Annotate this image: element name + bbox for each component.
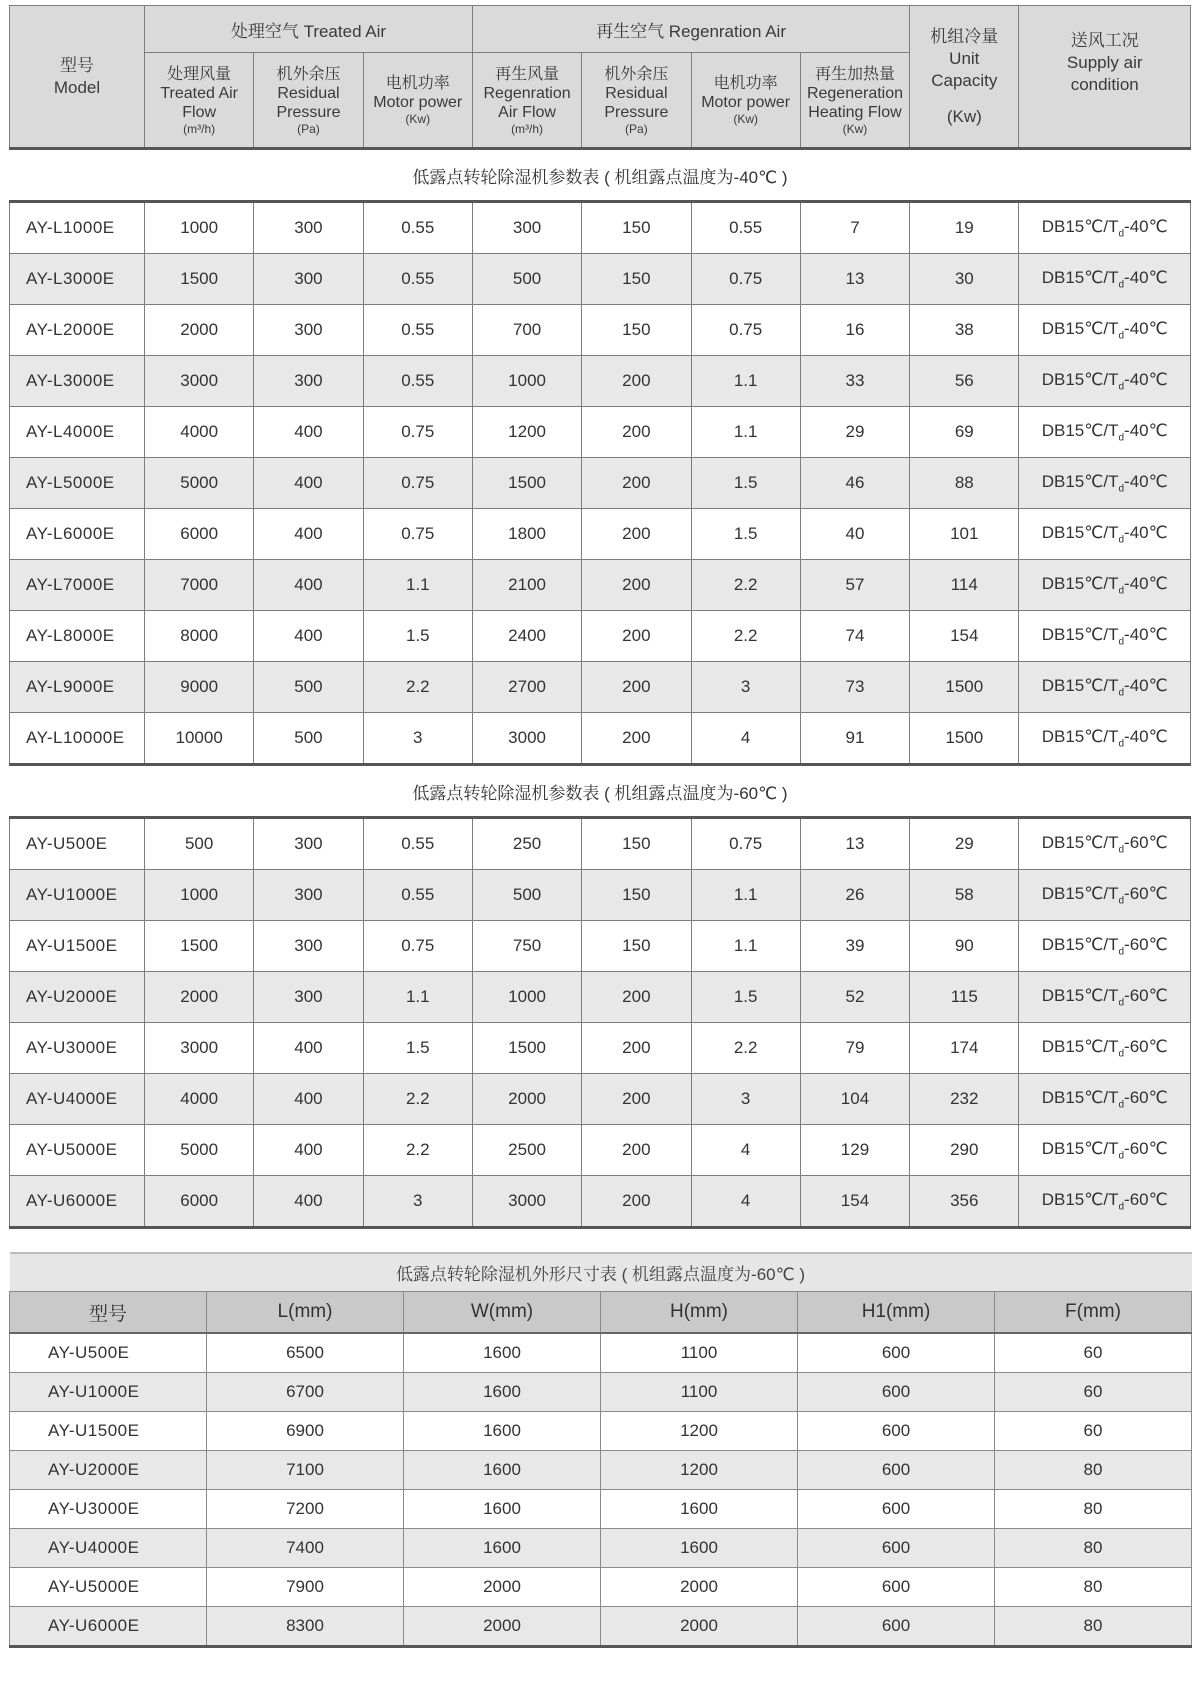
value-cell: 300: [254, 818, 363, 870]
spec-sheet: [9, 5, 1191, 1648]
table-row: [10, 305, 1191, 356]
model-cell: AY-L3000E: [10, 356, 145, 407]
value-cell: $DB15℃/T_d-40℃$: [1019, 305, 1191, 356]
value-cell: 600: [798, 1490, 995, 1529]
model-cell: AY-U500E: [10, 1333, 207, 1373]
value-cell: 3000: [145, 1023, 254, 1074]
model-cell: AY-U3000E: [10, 1023, 145, 1074]
value-cell: 2.2: [691, 611, 800, 662]
table-row: [10, 1490, 1192, 1529]
dim-header-3: H(mm): [601, 1292, 798, 1334]
dim-header-1: L(mm): [207, 1292, 404, 1334]
model-cell: AY-L1000E: [10, 202, 145, 254]
table-row: [10, 1451, 1192, 1490]
value-cell: 1600: [601, 1490, 798, 1529]
table-row: [10, 611, 1191, 662]
table-row: [10, 662, 1191, 713]
value-cell: 0.55: [363, 305, 472, 356]
value-cell: 4000: [145, 1074, 254, 1125]
model-cell: AY-U1500E: [10, 921, 145, 972]
value-cell: 154: [800, 1176, 909, 1228]
value-cell: 150: [582, 202, 691, 254]
table-row: [10, 1125, 1191, 1176]
model-cell: AY-L6000E: [10, 509, 145, 560]
value-cell: 2.2: [363, 1074, 472, 1125]
parameter-table: [9, 5, 1191, 1229]
value-cell: 500: [254, 713, 363, 765]
value-cell: 6900: [207, 1412, 404, 1451]
value-cell: 150: [582, 818, 691, 870]
value-cell: 400: [254, 1074, 363, 1125]
value-cell: 2000: [404, 1607, 601, 1647]
value-cell: 69: [910, 407, 1019, 458]
value-cell: 500: [254, 662, 363, 713]
value-cell: $DB15℃/T_d-60℃$: [1019, 972, 1191, 1023]
model-cell: AY-L5000E: [10, 458, 145, 509]
value-cell: 1.5: [691, 458, 800, 509]
value-cell: 2000: [601, 1607, 798, 1647]
value-cell: 400: [254, 1125, 363, 1176]
value-cell: 6000: [145, 509, 254, 560]
value-cell: 300: [254, 254, 363, 305]
value-cell: 1000: [145, 202, 254, 254]
value-cell: 80: [995, 1568, 1192, 1607]
value-cell: 129: [800, 1125, 909, 1176]
sub-header-1: 机外余压 Residual Pressure (Pa): [254, 53, 363, 149]
table-row: [10, 560, 1191, 611]
value-cell: 300: [254, 202, 363, 254]
model-cell: AY-U4000E: [10, 1529, 207, 1568]
model-header: 型号 Model: [10, 6, 145, 149]
value-cell: 16: [800, 305, 909, 356]
value-cell: 300: [254, 972, 363, 1023]
value-cell: 500: [145, 818, 254, 870]
capacity-header: 机组冷量 Unit Capacity (Kw): [910, 6, 1019, 149]
dim-header-4: H1(mm): [798, 1292, 995, 1334]
value-cell: 1200: [601, 1412, 798, 1451]
value-cell: 8000: [145, 611, 254, 662]
value-cell: 3: [363, 1176, 472, 1228]
value-cell: 60: [995, 1333, 1192, 1373]
model-cell: AY-U1500E: [10, 1412, 207, 1451]
sub-header-4: 机外余压 Residual Pressure (Pa): [582, 53, 691, 149]
value-cell: 60: [995, 1412, 1192, 1451]
value-cell: 300: [472, 202, 581, 254]
value-cell: 0.55: [363, 818, 472, 870]
value-cell: $DB15℃/T_d-60℃$: [1019, 921, 1191, 972]
value-cell: 2000: [145, 305, 254, 356]
value-cell: $DB15℃/T_d-40℃$: [1019, 407, 1191, 458]
value-cell: 500: [472, 870, 581, 921]
value-cell: $DB15℃/T_d-40℃$: [1019, 560, 1191, 611]
value-cell: 150: [582, 254, 691, 305]
section2-title: 低露点转轮除湿机参数表 ( 机组露点温度为-60℃ ): [10, 765, 1191, 818]
table-row: [10, 1607, 1192, 1647]
value-cell: 3000: [472, 1176, 581, 1228]
value-cell: 7: [800, 202, 909, 254]
sub-header-2: 电机功率 Motor power (Kw): [363, 53, 472, 149]
sub-header-3: 再生风量 Regenration Air Flow (m³/h): [472, 53, 581, 149]
value-cell: 1.1: [363, 972, 472, 1023]
value-cell: 10000: [145, 713, 254, 765]
value-cell: 400: [254, 611, 363, 662]
value-cell: $DB15℃/T_d-60℃$: [1019, 818, 1191, 870]
value-cell: 7400: [207, 1529, 404, 1568]
sub-header-5: 电机功率 Motor power (Kw): [691, 53, 800, 149]
value-cell: 30: [910, 254, 1019, 305]
value-cell: 3: [363, 713, 472, 765]
value-cell: 115: [910, 972, 1019, 1023]
table-row: [10, 1412, 1192, 1451]
value-cell: 0.55: [363, 870, 472, 921]
value-cell: 9000: [145, 662, 254, 713]
value-cell: 4: [691, 1176, 800, 1228]
dim-header-2: W(mm): [404, 1292, 601, 1334]
value-cell: 200: [582, 662, 691, 713]
value-cell: 3000: [145, 356, 254, 407]
value-cell: 1100: [601, 1373, 798, 1412]
value-cell: 1200: [472, 407, 581, 458]
value-cell: 200: [582, 356, 691, 407]
value-cell: $DB15℃/T_d-40℃$: [1019, 509, 1191, 560]
value-cell: $DB15℃/T_d-60℃$: [1019, 870, 1191, 921]
table-row: [10, 509, 1191, 560]
table-row: [10, 1333, 1192, 1373]
model-cell: AY-L9000E: [10, 662, 145, 713]
table-row: [10, 202, 1191, 254]
value-cell: 232: [910, 1074, 1019, 1125]
value-cell: 2000: [472, 1074, 581, 1125]
model-cell: AY-L7000E: [10, 560, 145, 611]
table-row: [10, 921, 1191, 972]
value-cell: 0.75: [363, 509, 472, 560]
value-cell: 200: [582, 611, 691, 662]
value-cell: 250: [472, 818, 581, 870]
value-cell: 600: [798, 1607, 995, 1647]
value-cell: $DB15℃/T_d-40℃$: [1019, 611, 1191, 662]
value-cell: 200: [582, 1125, 691, 1176]
value-cell: 39: [800, 921, 909, 972]
value-cell: 5000: [145, 458, 254, 509]
value-cell: 80: [995, 1451, 1192, 1490]
value-cell: $DB15℃/T_d-40℃$: [1019, 713, 1191, 765]
value-cell: 2.2: [691, 1023, 800, 1074]
value-cell: 356: [910, 1176, 1019, 1228]
value-cell: 4000: [145, 407, 254, 458]
section2-title-row: [10, 765, 1191, 818]
value-cell: 600: [798, 1568, 995, 1607]
model-cell: AY-U500E: [10, 818, 145, 870]
value-cell: $DB15℃/T_d-40℃$: [1019, 356, 1191, 407]
model-cell: AY-U6000E: [10, 1607, 207, 1647]
model-cell: AY-L2000E: [10, 305, 145, 356]
value-cell: 13: [800, 254, 909, 305]
value-cell: 7200: [207, 1490, 404, 1529]
value-cell: 400: [254, 1023, 363, 1074]
value-cell: 6500: [207, 1333, 404, 1373]
value-cell: 7000: [145, 560, 254, 611]
table-row: [10, 1373, 1192, 1412]
value-cell: 2000: [145, 972, 254, 1023]
value-cell: 56: [910, 356, 1019, 407]
value-cell: 29: [800, 407, 909, 458]
dimension-table-title: 低露点转轮除湿机外形尺寸表 ( 机组露点温度为-60℃ ): [10, 1253, 1192, 1292]
value-cell: 2500: [472, 1125, 581, 1176]
value-cell: 46: [800, 458, 909, 509]
value-cell: $DB15℃/T_d-60℃$: [1019, 1176, 1191, 1228]
dim-header-0: 型号: [10, 1292, 207, 1334]
value-cell: 1.5: [691, 972, 800, 1023]
table-row: [10, 458, 1191, 509]
value-cell: $DB15℃/T_d-60℃$: [1019, 1023, 1191, 1074]
value-cell: 300: [254, 305, 363, 356]
value-cell: 33: [800, 356, 909, 407]
value-cell: 5000: [145, 1125, 254, 1176]
value-cell: 1500: [910, 662, 1019, 713]
value-cell: 26: [800, 870, 909, 921]
value-cell: 2400: [472, 611, 581, 662]
table-row: [10, 818, 1191, 870]
value-cell: 2000: [404, 1568, 601, 1607]
table-row: [10, 1568, 1192, 1607]
supply-condition-header: 送风工况 Supply air condition: [1019, 6, 1191, 149]
table-row: [10, 1176, 1191, 1228]
value-cell: $DB15℃/T_d-40℃$: [1019, 662, 1191, 713]
table-row: [10, 1023, 1191, 1074]
value-cell: 74: [800, 611, 909, 662]
value-cell: 400: [254, 560, 363, 611]
value-cell: 2000: [601, 1568, 798, 1607]
value-cell: 3: [691, 1074, 800, 1125]
value-cell: 1600: [404, 1333, 601, 1373]
value-cell: 600: [798, 1529, 995, 1568]
value-cell: 91: [800, 713, 909, 765]
value-cell: 0.75: [691, 818, 800, 870]
value-cell: 1000: [145, 870, 254, 921]
value-cell: 600: [798, 1373, 995, 1412]
value-cell: 1500: [145, 254, 254, 305]
value-cell: 500: [472, 254, 581, 305]
value-cell: 300: [254, 870, 363, 921]
value-cell: 1.5: [363, 611, 472, 662]
value-cell: 200: [582, 1176, 691, 1228]
value-cell: 88: [910, 458, 1019, 509]
value-cell: 73: [800, 662, 909, 713]
value-cell: 80: [995, 1490, 1192, 1529]
value-cell: 174: [910, 1023, 1019, 1074]
value-cell: 1000: [472, 972, 581, 1023]
value-cell: 2700: [472, 662, 581, 713]
model-cell: AY-L3000E: [10, 254, 145, 305]
value-cell: 1800: [472, 509, 581, 560]
value-cell: 200: [582, 1023, 691, 1074]
value-cell: 1500: [145, 921, 254, 972]
section1-title: 低露点转轮除湿机参数表 ( 机组露点温度为-40℃ ): [10, 149, 1191, 202]
table-row: [10, 1074, 1191, 1125]
model-cell: AY-L10000E: [10, 713, 145, 765]
value-cell: 1600: [404, 1412, 601, 1451]
value-cell: 600: [798, 1333, 995, 1373]
model-cell: AY-L4000E: [10, 407, 145, 458]
value-cell: 38: [910, 305, 1019, 356]
value-cell: 2100: [472, 560, 581, 611]
value-cell: 400: [254, 509, 363, 560]
value-cell: 1100: [601, 1333, 798, 1373]
value-cell: 750: [472, 921, 581, 972]
model-cell: AY-U1000E: [10, 870, 145, 921]
value-cell: 80: [995, 1607, 1192, 1647]
model-cell: AY-U5000E: [10, 1568, 207, 1607]
value-cell: 1.1: [691, 407, 800, 458]
value-cell: 1600: [404, 1529, 601, 1568]
value-cell: 1.1: [691, 870, 800, 921]
value-cell: $DB15℃/T_d-40℃$: [1019, 254, 1191, 305]
value-cell: 700: [472, 305, 581, 356]
sub-header-0: 处理风量 Treated Air Flow (m³/h): [145, 53, 254, 149]
value-cell: 79: [800, 1023, 909, 1074]
model-cell: AY-U2000E: [10, 1451, 207, 1490]
value-cell: 300: [254, 356, 363, 407]
value-cell: 200: [582, 560, 691, 611]
value-cell: 1500: [472, 458, 581, 509]
value-cell: $DB15℃/T_d-40℃$: [1019, 458, 1191, 509]
value-cell: 104: [800, 1074, 909, 1125]
value-cell: 290: [910, 1125, 1019, 1176]
value-cell: 1.5: [691, 509, 800, 560]
value-cell: 101: [910, 509, 1019, 560]
value-cell: 200: [582, 1074, 691, 1125]
model-cell: AY-L8000E: [10, 611, 145, 662]
value-cell: 154: [910, 611, 1019, 662]
model-cell: AY-U2000E: [10, 972, 145, 1023]
table-row: [10, 1529, 1192, 1568]
value-cell: 200: [582, 713, 691, 765]
value-cell: 1600: [404, 1373, 601, 1412]
value-cell: 2.2: [691, 560, 800, 611]
value-cell: 0.75: [691, 305, 800, 356]
value-cell: 6700: [207, 1373, 404, 1412]
dimension-table: [9, 1252, 1192, 1648]
value-cell: 400: [254, 407, 363, 458]
value-cell: 1000: [472, 356, 581, 407]
table-row: [10, 356, 1191, 407]
value-cell: 0.55: [363, 356, 472, 407]
value-cell: 600: [798, 1412, 995, 1451]
value-cell: 1.5: [363, 1023, 472, 1074]
value-cell: 90: [910, 921, 1019, 972]
value-cell: 400: [254, 1176, 363, 1228]
value-cell: 1600: [404, 1490, 601, 1529]
regen-air-group-header: 再生空气 Regenration Air: [472, 6, 909, 53]
value-cell: 200: [582, 972, 691, 1023]
value-cell: 1.1: [691, 356, 800, 407]
value-cell: 2.2: [363, 1125, 472, 1176]
value-cell: 13: [800, 818, 909, 870]
table-row: [10, 713, 1191, 765]
value-cell: 200: [582, 458, 691, 509]
value-cell: 0.55: [363, 202, 472, 254]
value-cell: 6000: [145, 1176, 254, 1228]
value-cell: 7100: [207, 1451, 404, 1490]
value-cell: 0.75: [363, 407, 472, 458]
dim-header-5: F(mm): [995, 1292, 1192, 1334]
model-cell: AY-U1000E: [10, 1373, 207, 1412]
value-cell: 4: [691, 713, 800, 765]
value-cell: 52: [800, 972, 909, 1023]
value-cell: 150: [582, 921, 691, 972]
value-cell: 60: [995, 1373, 1192, 1412]
model-cell: AY-U6000E: [10, 1176, 145, 1228]
value-cell: 150: [582, 305, 691, 356]
value-cell: 1600: [404, 1451, 601, 1490]
value-cell: 29: [910, 818, 1019, 870]
sub-header-6: 再生加热量 Regeneration Heating Flow (Kw): [800, 53, 909, 149]
value-cell: $DB15℃/T_d-60℃$: [1019, 1074, 1191, 1125]
model-cell: AY-U4000E: [10, 1074, 145, 1125]
value-cell: 0.55: [691, 202, 800, 254]
table-row: [10, 254, 1191, 305]
value-cell: 1500: [472, 1023, 581, 1074]
value-cell: 19: [910, 202, 1019, 254]
value-cell: 0.75: [363, 458, 472, 509]
value-cell: 200: [582, 509, 691, 560]
value-cell: 0.55: [363, 254, 472, 305]
value-cell: $DB15℃/T_d-40℃$: [1019, 202, 1191, 254]
model-cell: AY-U3000E: [10, 1490, 207, 1529]
value-cell: 40: [800, 509, 909, 560]
value-cell: 3000: [472, 713, 581, 765]
value-cell: 400: [254, 458, 363, 509]
value-cell: 4: [691, 1125, 800, 1176]
table-row: [10, 407, 1191, 458]
value-cell: 150: [582, 870, 691, 921]
value-cell: 1.1: [691, 921, 800, 972]
value-cell: 7900: [207, 1568, 404, 1607]
value-cell: 58: [910, 870, 1019, 921]
value-cell: 1200: [601, 1451, 798, 1490]
value-cell: 1.1: [363, 560, 472, 611]
value-cell: 200: [582, 407, 691, 458]
section1-title-row: [10, 149, 1191, 202]
value-cell: 57: [800, 560, 909, 611]
value-cell: 3: [691, 662, 800, 713]
value-cell: 8300: [207, 1607, 404, 1647]
value-cell: 1600: [601, 1529, 798, 1568]
value-cell: 0.75: [363, 921, 472, 972]
table-row: [10, 870, 1191, 921]
value-cell: 114: [910, 560, 1019, 611]
value-cell: 0.75: [691, 254, 800, 305]
table-row: [10, 972, 1191, 1023]
value-cell: 80: [995, 1529, 1192, 1568]
value-cell: 600: [798, 1451, 995, 1490]
value-cell: 300: [254, 921, 363, 972]
value-cell: 1500: [910, 713, 1019, 765]
model-cell: AY-U5000E: [10, 1125, 145, 1176]
value-cell: 2.2: [363, 662, 472, 713]
value-cell: $DB15℃/T_d-60℃$: [1019, 1125, 1191, 1176]
treated-air-group-header: 处理空气 Treated Air: [145, 6, 473, 53]
